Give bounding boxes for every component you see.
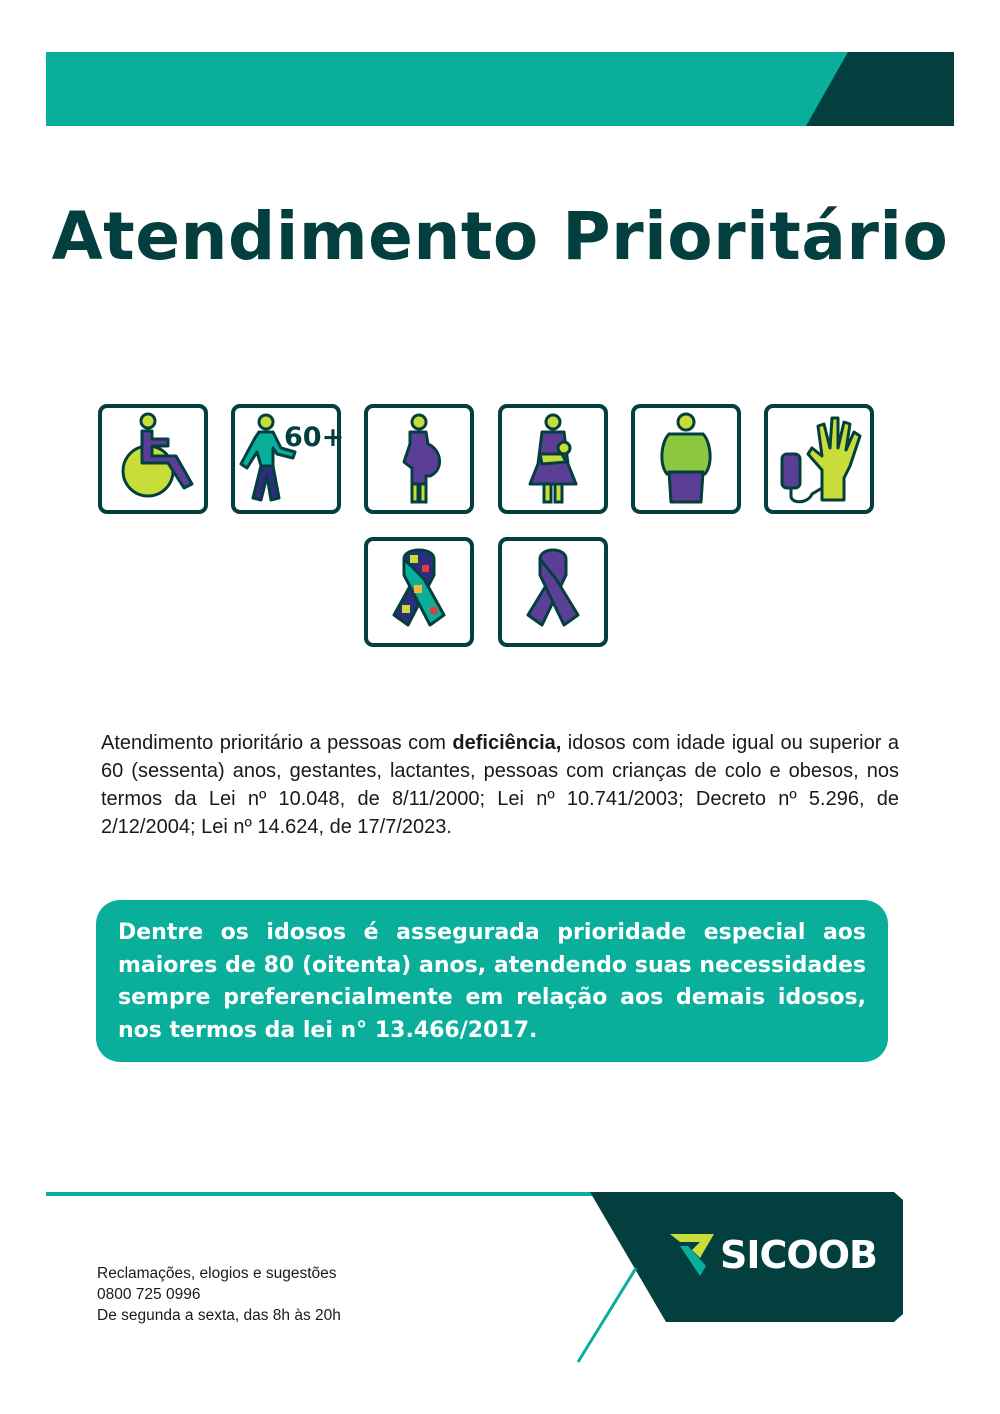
elderly-80-callout [96, 900, 888, 1062]
brand-name: SICOOB [720, 1233, 877, 1277]
blood-donor-icon [764, 404, 874, 514]
contact-line-hours: De segunda a sexta, das 8h às 20h [97, 1307, 341, 1324]
description-part1: Atendimento prioritário a pessoas com [101, 732, 453, 754]
contact-info [97, 1263, 341, 1326]
autism-awareness-ribbon-icon [364, 537, 474, 647]
callout-text: Dentre os idosos é assegurada prioridade especial aos maiores de 80 (oitenta) anos, atendendo suas necessidades sempre preferencialmente em relação aos demais idosos, nos termos da lei n° 13.466/2017. [118, 920, 866, 1043]
purple-ribbon-icon [498, 537, 608, 647]
elderly-60-plus-icon [231, 404, 345, 514]
description-part2: idosos com idade igual ou superior a 60 (sessenta) anos, gestantes, lactantes, pessoas com crianças de colo e obesos, nos termos da Lei nº 10.048, de 8/11/2000; Lei nº 10.741/2003; Decreto nº 5.296, de 2/12/2004; Lei nº 14.624, de 17/7/2023. [101, 732, 899, 838]
svg-text:60+: 60+ [284, 422, 345, 453]
footer-divider [46, 1192, 606, 1196]
priority-description [101, 729, 899, 841]
top-banner [46, 52, 954, 126]
pregnant-woman-icon [364, 404, 474, 514]
contact-line-feedback: Reclamações, elogios e sugestões [97, 1265, 337, 1282]
page-title: Atendimento Prioritário [51, 198, 949, 275]
obese-person-icon [631, 404, 741, 514]
wheelchair-icon [98, 404, 208, 514]
woman-with-baby-icon [498, 404, 608, 514]
description-bold: deficiência, [452, 732, 562, 754]
contact-line-phone: 0800 725 0996 [97, 1286, 201, 1303]
